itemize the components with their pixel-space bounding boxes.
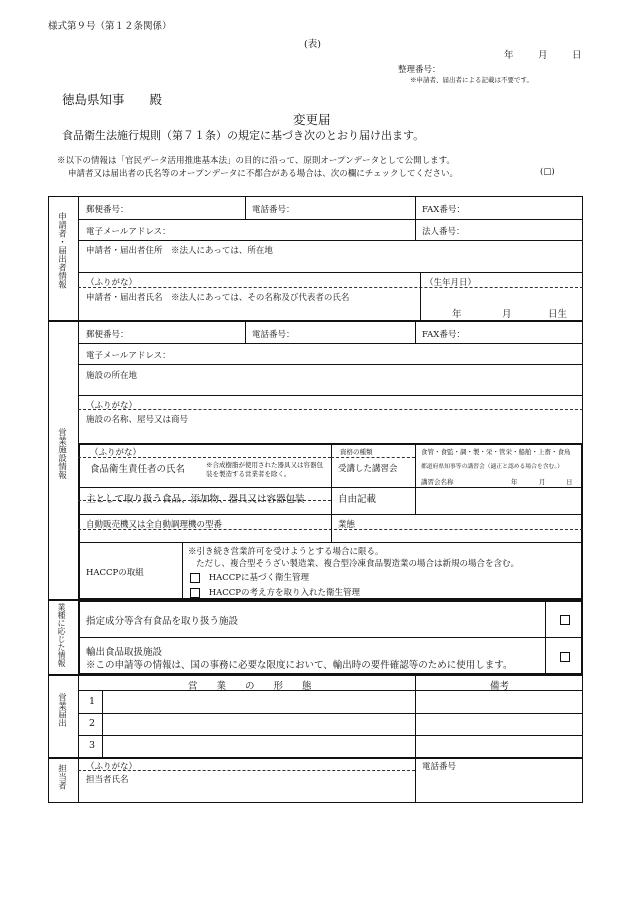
contact-section-label: 担当者 [56,764,67,790]
applicant-phone-field[interactable]: 電話番号： [252,205,295,215]
course-year: 年 [511,478,518,486]
side-label: (表) [304,39,321,50]
applicant-fax-field[interactable]: FAX番号： [422,205,465,215]
facility-email-field[interactable]: 電子メールアドレス： [86,351,171,361]
free-entry-field[interactable]: 自由記載 [338,494,377,505]
course-label: 受講した講習会 [338,464,398,474]
haccp-option-2[interactable] [190,586,360,598]
ref-number-note: ※申請者、届出者による記載は不要です。 [410,76,533,84]
export-facility-checkbox[interactable] [560,652,570,662]
haccp-label: HACCPの取組 [86,568,144,578]
qualification-list[interactable]: 食管・食監・調・製・栄・管栄・船舶・上畜・食鳥 [421,448,571,456]
contact-phone-field[interactable]: 電話番号 [422,762,457,772]
form-number: 様式第９号（第１２条関係） [48,21,172,32]
applicant-name-field[interactable]: 申請者・届出者氏名 ※法人にあっては、その名称及び代表者の氏名 [86,293,350,303]
notice-line-1: ※以下の情報は「官民データ活用推進基本法」の目的に沿って、原則オープンデータとして公開します。 [57,156,455,166]
applicant-email-field[interactable]: 電子メールアドレス： [86,227,171,237]
haccp-option-1-label: HACCPに基づく衛生管理 [208,573,309,583]
page-title: 変更届 [293,112,331,127]
row-number-3: 3 [89,740,96,751]
facility-phone-field[interactable]: 電話番号： [252,330,295,340]
applicant-section-label: 申請者・届出者情報 [56,212,67,289]
course-name-field[interactable]: 講習会名称 [421,478,454,486]
notification-section-label: 営業届出 [56,693,67,727]
facility-furigana-field[interactable]: （ふりがな） [86,401,138,411]
haccp-note-1: ※引き続き営業許可を受けようとする場合に限る。 [188,547,384,557]
applicant-birth-label: （生年月日） [425,278,477,288]
designated-ingredient-label: 指定成分等含有食品を取り扱う施設 [86,616,239,627]
course-month: 月 [539,478,546,486]
vending-model-field[interactable]: 自動販売機又は全自動調理機の型番 [86,520,223,530]
haccp-option-2-checkbox[interactable] [190,588,200,598]
opendata-optout-checkbox[interactable]: (□) [540,167,555,177]
manager-note-2: 装を製造する営業者を除く。 [206,470,291,478]
remarks-header: 備考 [490,681,510,692]
facility-location-field[interactable]: 施設の所在地 [86,371,138,381]
industry-section-label: 業種に応じた情報 [57,603,66,667]
facility-name-field[interactable]: 施設の名称、屋号又は商号 [86,415,189,425]
addressee: 徳島県知事 殿 [62,92,163,107]
course-day: 日 [566,478,573,486]
main-food-field[interactable]: 主として取り扱う食品、添加物、器具又は容器包装 [86,494,305,505]
ref-number-label: 整理番号： [398,65,441,75]
export-facility-label: 輸出食品取扱施設 [86,647,163,658]
facility-section-label: 営業施設情報 [56,428,67,479]
date-month: 月 [538,50,548,61]
business-type-field[interactable]: 業態 [338,520,356,530]
designated-ingredient-checkbox[interactable] [560,615,570,625]
date-day: 日 [572,50,582,61]
applicant-furigana-field[interactable]: （ふりがな） [86,278,138,288]
intro-text: 食品衛生法施行規則（第７１条）の規定に基づき次のとおり届け出ます。 [62,129,425,142]
applicant-postal-field[interactable]: 郵便番号： [86,205,129,215]
row-number-2: 2 [89,718,96,729]
applicant-address-field[interactable]: 申請者・届出者住所 ※法人にあっては、所在地 [86,246,273,256]
date-year: 年 [504,50,514,61]
business-form-header: 営 業 の 形 態 [188,681,312,692]
notice-line-2: 申請者又は届出者の氏名等のオープンデータに不都合がある場合は、次の欄にチェックしてください。 [68,169,458,179]
facility-fax-field[interactable]: FAX番号： [422,330,465,340]
manager-note-1: ※合成樹脂が使用された器具又は容器包 [206,461,323,469]
course-note: 都道府県知事等の講習会（適正と認める場合を含む。） [421,464,564,470]
facility-postal-field[interactable]: 郵便番号： [86,330,129,340]
manager-furigana-field[interactable]: （ふりがな） [90,448,142,458]
haccp-option-1[interactable] [190,571,309,583]
birth-year: 年 [452,309,462,320]
row-number-1: 1 [89,696,96,707]
contact-name-field[interactable]: 担当者氏名 [86,775,129,785]
manager-name-field[interactable]: 食品衛生責任者の氏名 [90,464,186,475]
qualification-type-label: 資格の種類 [340,448,373,456]
export-facility-note: ※この申請等の情報は、国の事務に必要な限度において、輸出時の要件確認等のために使用します。 [86,660,513,671]
haccp-note-2: ただし、複合型そうざい製造業、複合型冷凍食品製造業の場合は新規の場合を含む。 [196,559,520,569]
contact-furigana-field[interactable]: （ふりがな） [86,762,138,772]
birth-day: 日生 [548,309,568,320]
birth-month: 月 [502,309,512,320]
applicant-corp-number-field[interactable]: 法人番号： [422,227,465,237]
haccp-option-1-checkbox[interactable] [190,573,200,583]
haccp-option-2-label: HACCPの考え方を取り入れた衛生管理 [208,588,360,598]
